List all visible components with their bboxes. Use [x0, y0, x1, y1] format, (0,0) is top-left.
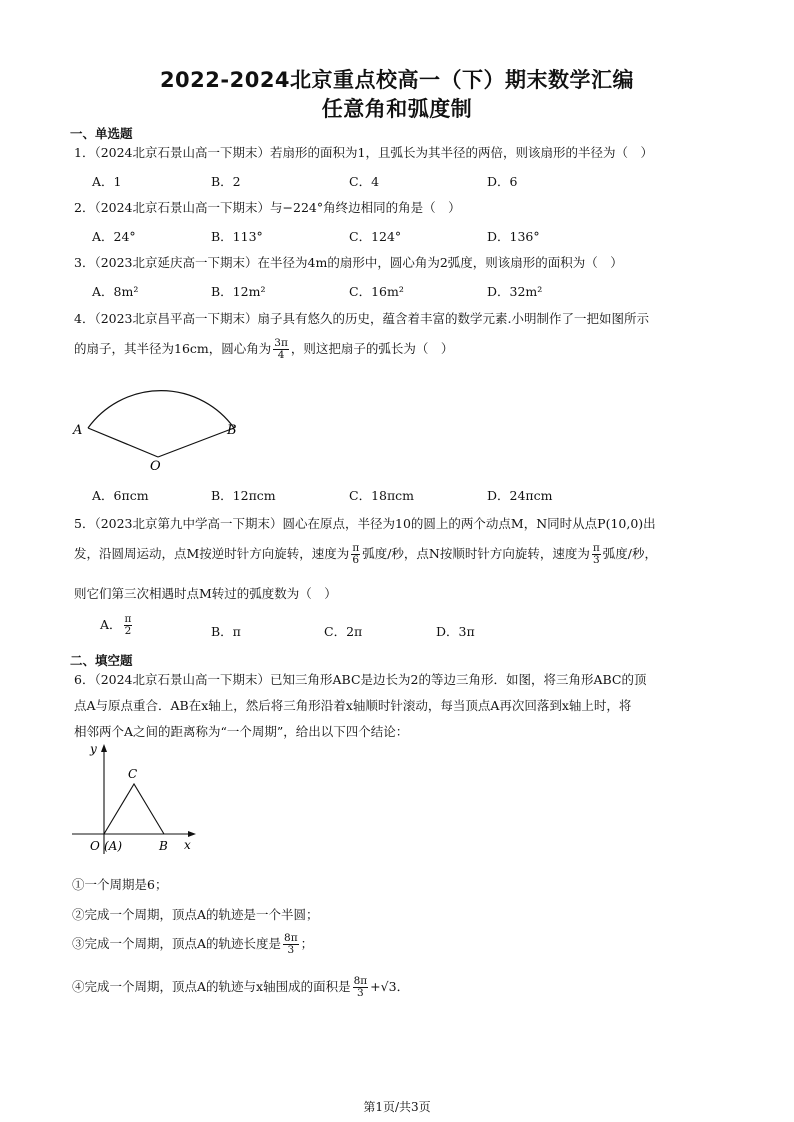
q2-option-d: D．136°	[487, 229, 540, 244]
q5-text-b: 弧度/秒，点N按顺时针方向旋转，速度为	[362, 546, 590, 562]
q5-text-c: 弧度/秒，	[602, 546, 657, 562]
q6-c3-den: 3	[287, 944, 295, 957]
q6-conclusion-2: ②完成一个周期，顶点A的轨迹是一个半圆；	[72, 907, 319, 922]
y-axis-arrow	[101, 744, 107, 752]
q5-option-a	[100, 614, 134, 637]
question-2-stem: 2．（2024北京石景山高一下期末）与−224°角终边相同的角是（ ）	[74, 200, 461, 215]
q3-option-a: A．8m²	[92, 284, 139, 299]
fan-label-a: A	[73, 423, 83, 438]
q5-option-c: C．2π	[324, 624, 363, 639]
q5-fraction-2	[592, 543, 601, 566]
q6-c4-num: 8π	[353, 975, 368, 987]
q3-option-d: D．32m²	[487, 284, 543, 299]
section-heading-fill-in: 二、填空题	[70, 653, 133, 668]
q5-frac1-den: 6	[352, 554, 360, 567]
q6-c4-post: +√3．	[370, 979, 410, 995]
question-4-stem-line1: 4．（2023北京昌平高一下期末）扇子具有悠久的历史，蕴含着丰富的数学元素.小明制作了一把如图所示	[74, 311, 649, 326]
question-5-stem-line1: 5．（2023北京第九中学高一下期末）圆心在原点，半径为10的圆上的两个动点M，N同时从点P(10,0)出	[74, 516, 656, 531]
question-3-stem: 3．（2023北京延庆高一下期末）在半径为4m的扇形中，圆心角为2弧度，则该扇形的面积为（ ）	[74, 255, 623, 270]
fan-label-o: O	[150, 459, 161, 474]
q4-fraction	[273, 338, 289, 361]
q5-frac1-num: π	[352, 542, 360, 554]
q3-option-b: B．12m²	[211, 284, 266, 299]
triangle-abc	[104, 784, 164, 834]
q4-frac-num: 3π	[274, 337, 288, 349]
q4-text-post: ，则这把扇子的弧长为（ ）	[290, 341, 454, 357]
q5-fraction-1	[351, 543, 360, 566]
question-4-stem-line2	[74, 338, 453, 361]
fig-label-b: B	[159, 839, 168, 853]
page-title: 2022-2024北京重点校高一（下）期末数学汇编	[159, 68, 635, 92]
fan-figure	[66, 376, 256, 476]
q1-option-b: B．2	[211, 174, 241, 189]
q6-c3-num: 8π	[284, 932, 298, 944]
q6-c4-pre: ④完成一个周期，顶点A的轨迹与x轴围成的面积是	[72, 979, 351, 995]
q6-conclusion-4	[72, 976, 409, 999]
q4-option-a: A．6πcm	[92, 488, 149, 503]
q4-text-pre: 的扇子，其半径为16cm，圆心角为	[74, 341, 272, 357]
q6-conclusion-1: ①一个周期是6；	[72, 877, 168, 892]
question-1-stem: 1．（2024北京石景山高一下期末）若扇形的面积为1，且弧长为其半径的两倍，则该扇形的半径为（ ）	[74, 145, 653, 160]
q5-option-a-fraction	[124, 614, 133, 637]
page-footer: 第1页/共3页	[363, 1100, 431, 1114]
fan-label-b: B	[227, 423, 237, 438]
q4-option-d: D．24πcm	[487, 488, 553, 503]
page-subtitle: 任意角和弧度制	[321, 97, 473, 121]
q5-option-b: B．π	[211, 624, 241, 639]
fig-label-o: O	[90, 839, 100, 853]
triangle-figure	[66, 740, 206, 860]
q4-option-c: C．18πcm	[349, 488, 415, 503]
section-heading-single-choice: 一、单选题	[70, 126, 133, 141]
q2-option-c: C．124°	[349, 229, 402, 244]
question-5-stem-line3: 则它们第三次相遇时点M转过的弧度数为（ ）	[74, 586, 337, 601]
q5-text-a: 发，沿圆周运动，点M按逆时针方向旋转，速度为	[74, 546, 350, 562]
q5-option-d: D．3π	[436, 624, 475, 639]
q1-option-d: D．6	[487, 174, 518, 189]
question-5-stem-line2	[74, 543, 657, 566]
question-6-line2: 点A与原点重合．AB在x轴上，然后将三角形沿着x轴顺时针滚动，每当顶点A再次回落到x轴上时，将	[74, 698, 632, 713]
q2-option-b: B．113°	[211, 229, 263, 244]
fig-label-a: (A)	[104, 839, 123, 853]
x-axis-arrow	[188, 831, 196, 837]
q5-option-a-label: A．	[100, 617, 122, 633]
q6-c3-fraction	[283, 933, 299, 956]
q5-opta-num: π	[124, 613, 132, 625]
q5-frac2-num: π	[592, 542, 600, 554]
q1-option-c: C．4	[349, 174, 380, 189]
fan-arc	[88, 391, 234, 428]
q2-option-a: A．24°	[92, 229, 136, 244]
q4-option-b: B．12πcm	[211, 488, 276, 503]
q4-frac-den: 4	[277, 349, 285, 362]
q6-c4-den: 3	[357, 987, 364, 1000]
q6-c3-pre: ③完成一个周期，顶点A的轨迹长度是	[72, 936, 282, 952]
q3-option-c: C．16m²	[349, 284, 404, 299]
q5-opta-den: 2	[124, 625, 132, 638]
q6-c4-fraction	[353, 976, 369, 999]
fan-radius-oa	[88, 428, 158, 457]
q1-option-a: A．1	[92, 174, 122, 189]
question-6-line1: 6．（2024北京石景山高一下期末）已知三角形ABC是边长为2的等边三角形．如图，将三角形ABC的顶	[74, 672, 647, 687]
q6-conclusion-3	[72, 933, 313, 956]
fig-label-y: y	[90, 742, 97, 756]
question-6-line3: 相邻两个A之间的距离称为“一个周期”，给出以下四个结论：	[74, 724, 409, 739]
fig-label-c: C	[128, 767, 138, 781]
fig-label-x: x	[184, 838, 191, 852]
q5-frac2-den: 3	[592, 554, 600, 567]
fan-radius-ob	[158, 428, 234, 457]
q6-c3-post: ；	[300, 936, 314, 952]
